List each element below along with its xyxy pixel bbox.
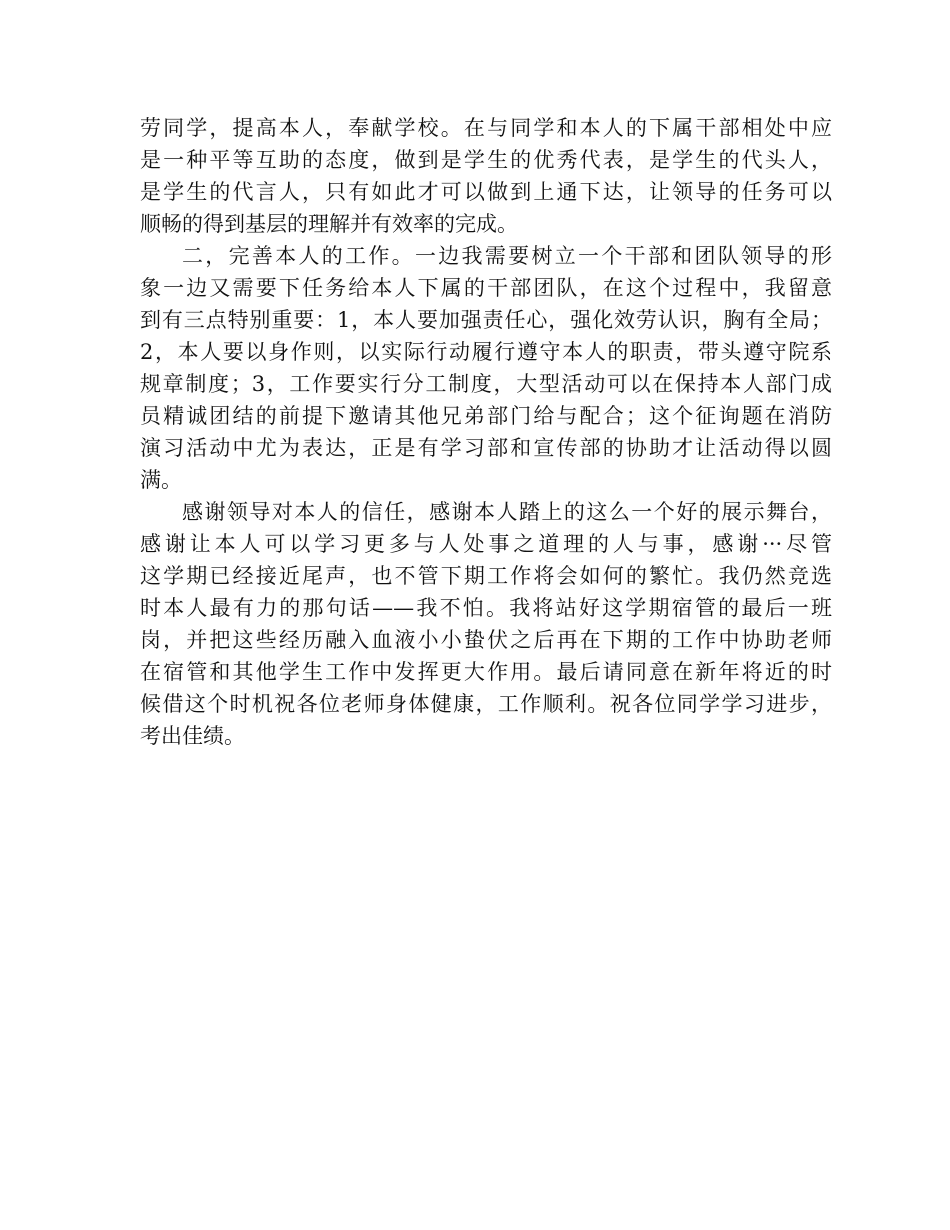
paragraph-line: 规章制度；3，工作要实行分工制度，大型活动可以在保持本人部门成 bbox=[140, 372, 832, 396]
paragraph-line: 演习活动中尤为表达，正是有学习部和宣传部的协助才让活动得以圆 bbox=[140, 436, 832, 460]
paragraph-line: 考出佳绩。 bbox=[140, 724, 245, 748]
paragraph-line: 在宿管和其他学生工作中发挥更大作用。最后请同意在新年将近的时 bbox=[140, 660, 832, 684]
paragraph-line: 岗，并把这些经历融入血液小小蛰伏之后再在下期的工作中协助老师 bbox=[140, 628, 832, 652]
paragraph-line: 这学期已经接近尾声，也不管下期工作将会如何的繁忙。我仍然竞选 bbox=[140, 564, 832, 588]
paragraph-3 bbox=[140, 496, 832, 752]
document-body bbox=[140, 112, 832, 752]
paragraph-line: 二，完善本人的工作。一边我需要树立一个干部和团队领导的形 bbox=[182, 244, 832, 268]
paragraph-line: 员精诚团结的前提下邀请其他兄弟部门给与配合；这个征询题在消防 bbox=[140, 404, 832, 428]
paragraph-line: 是学生的代言人，只有如此才可以做到上通下达，让领导的任务可以 bbox=[140, 180, 832, 204]
paragraph-line: 时本人最有力的那句话——我不怕。我将站好这学期宿管的最后一班 bbox=[140, 596, 832, 620]
paragraph-line: 2，本人要以身作则，以实际行动履行遵守本人的职责，带头遵守院系 bbox=[140, 340, 832, 364]
paragraph-line: 感谢领导对本人的信任，感谢本人踏上的这么一个好的展示舞台， bbox=[182, 500, 832, 524]
paragraph-line: 到有三点特别重要：1，本人要加强责任心，强化效劳认识，胸有全局； bbox=[140, 308, 832, 332]
paragraph-2 bbox=[140, 240, 832, 496]
paragraph-line: 象一边又需要下任务给本人下属的干部团队，在这个过程中，我留意 bbox=[140, 276, 832, 300]
paragraph-line: 是一种平等互助的态度，做到是学生的优秀代表，是学生的代头人， bbox=[140, 148, 832, 172]
paragraph-line: 劳同学，提高本人，奉献学校。在与同学和本人的下属干部相处中应 bbox=[140, 116, 832, 140]
paragraph-line: 满。 bbox=[140, 468, 182, 492]
paragraph-line: 感谢让本人可以学习更多与人处事之道理的人与事，感谢···尽管 bbox=[140, 532, 832, 556]
paragraph-line: 顺畅的得到基层的理解并有效率的完成。 bbox=[140, 212, 518, 236]
paragraph-line: 候借这个时机祝各位老师身体健康，工作顺利。祝各位同学学习进步， bbox=[140, 692, 832, 716]
paragraph-1 bbox=[140, 112, 832, 240]
